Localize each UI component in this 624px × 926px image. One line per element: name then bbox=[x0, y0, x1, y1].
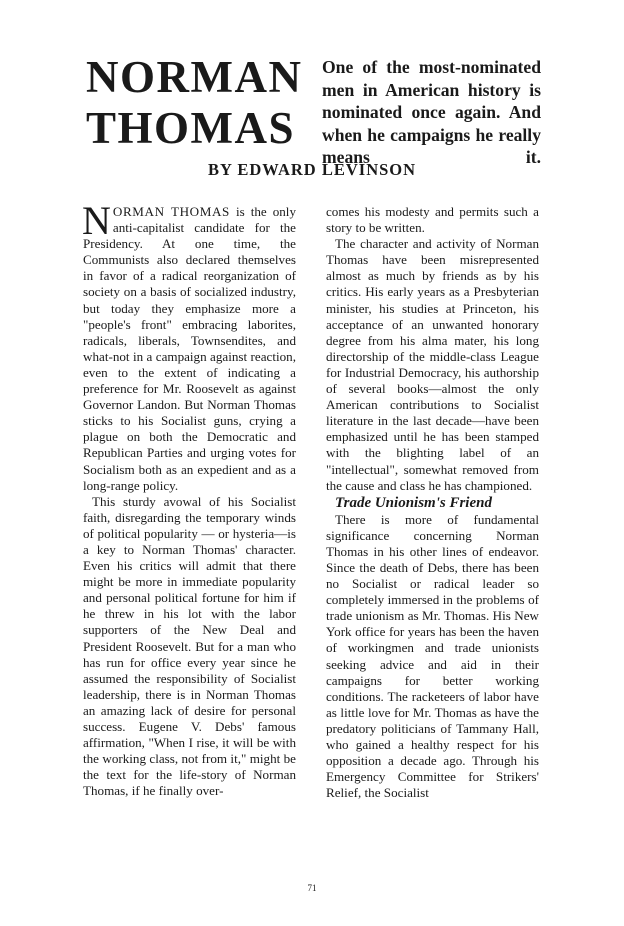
paragraph: The character and activity of Norman Thomas have been misrepresented almost as much by friends as by his critics. His early years as a Presbyterian minister, his studies at Princeton, his acceptance of an unwanted honorary degree from his alma mater, his long directorship of the middle-class League for Industrial Democracy, his authorship of several books—almost the only American contributions to Socialist literature in the last decade—have been emphasized until he has been stamped with the blighting label of an "intellectual", somewhat removed from the cause and class he has championed. bbox=[326, 236, 539, 493]
title-line-2: THOMAS bbox=[86, 103, 296, 153]
byline: BY EDWARD LEVINSON bbox=[207, 160, 417, 179]
article-title bbox=[86, 52, 306, 154]
drop-cap: N bbox=[82, 198, 111, 243]
article-subtitle: One of the most-nominated men in American history is nominated once again. And when he campaigns he really means it. bbox=[322, 57, 541, 168]
paragraph bbox=[82, 198, 296, 494]
title-line-1: NORMAN bbox=[86, 52, 303, 102]
page-number: 71 bbox=[307, 883, 317, 893]
paragraph: comes his modesty and permits such a story to be written. bbox=[326, 204, 539, 236]
lead-in: ORMAN THOMAS bbox=[112, 204, 230, 219]
paragraph: There is more of fundamental significance concerning Norman Thomas in his other lines of endeavor. Since the death of Debs, there has been no Socialist or radical leader so completely immersed in the problems of trade unionism as Mr. Thomas. His New York office for years has been the haven of workingmen and trade unionists seeking advice and aid in their campaigns for better working conditions. The racketeers of labor have as little love for Mr. Thomas as have the predatory politicians of Tammany Hall, who gained a healthy respect for his opposition a decade ago. Through his Emergency Committee for Strikers' Relief, the Socialist bbox=[326, 511, 539, 801]
section-heading: Trade Unionism's Friend bbox=[335, 494, 492, 511]
paragraph: This sturdy avowal of his Socialist faith, disregarding the temporary winds of political popularity — or hysteria—is a key to Norman Thomas' character. Even his critics will admit that there might be more in immediate popularity and personal political fortune for him if he threw in his lot with the labor supporters of the New Deal and President Roosevelt. But for a man who has run for office every year since he assumed the responsibility of Socialist leadership, there is in Norman Thomas an amazing lack of desire for personal success. Eugene V. Debs' famous affirmation, "When I rise, it will be with the working class, not from it," might be the text for the life-story of Norman Thomas, if he finally over- bbox=[83, 493, 296, 799]
column-left bbox=[82, 198, 296, 799]
column-right bbox=[326, 204, 539, 801]
paragraph-text: is the only anti-capitalist candidate for the Presidency. At one time, the Communists also declared themselves in favor of a radical reorganization of society on a basis of socialized industry, but today they emphasize more a "people's front" embracing laborites, radicals, liberals, Townsendites, and what-not in a campaign against reaction, even to the extent of indicating a preference for Mr. Roosevelt as against Governor Landon. But Norman Thomas sticks to his Socialist guns, crying a plague on both the Democratic and Republican Parties and urging votes for Socialism both as an expedient and as a long-range policy. bbox=[83, 204, 296, 493]
